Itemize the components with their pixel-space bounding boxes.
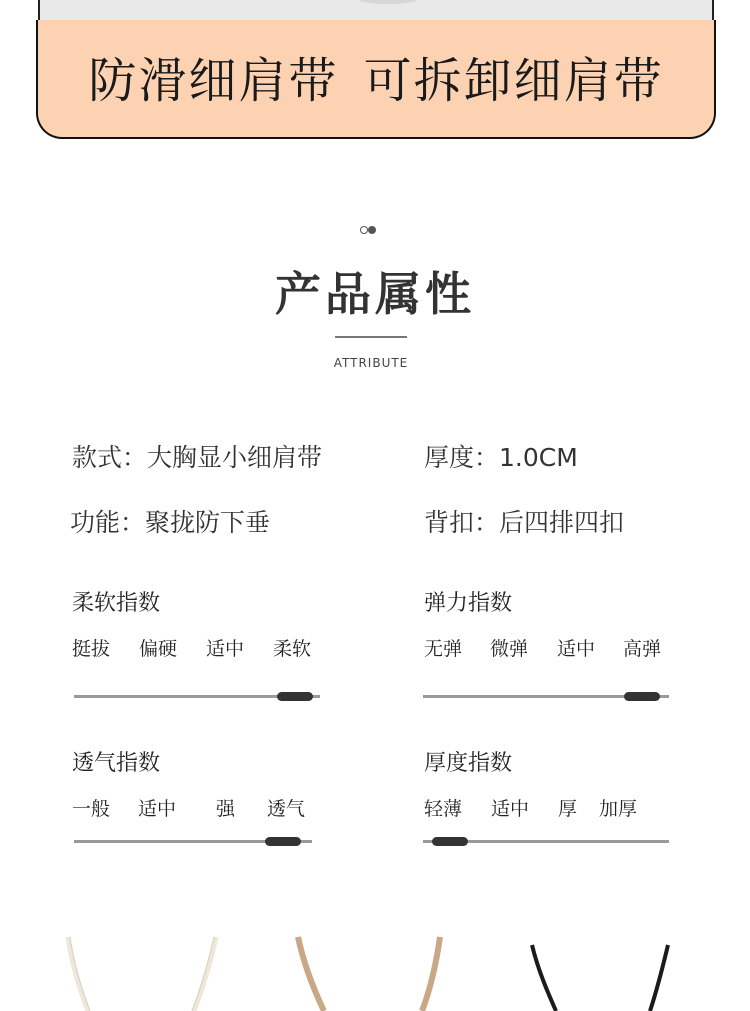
thickness-indicator (432, 837, 468, 846)
thickness-label: 适中 (491, 798, 530, 820)
section-title: 产品属性 (275, 267, 475, 321)
softness-title: 柔软指数 (72, 591, 161, 616)
banner-text: 防滑细肩带 可拆卸细肩带 (88, 53, 664, 109)
dot-outline (360, 226, 368, 234)
strap-image-beige (290, 935, 460, 1011)
elasticity-label: 微弹 (490, 638, 529, 660)
softness-label: 适中 (206, 638, 245, 660)
softness-indicator (277, 692, 313, 701)
thickness-label: 轻薄 (424, 798, 463, 820)
photo-highlight (358, 0, 418, 4)
strap-image-black (520, 935, 690, 1011)
elasticity-label: 高弹 (623, 638, 662, 660)
softness-label: 偏硬 (139, 638, 178, 660)
breathability-title: 透气指数 (72, 751, 161, 776)
elasticity-indicator (624, 692, 660, 701)
thickness-title: 厚度指数 (424, 751, 513, 776)
section-subtitle: ATTRIBUTE (333, 356, 409, 370)
breathability-label: 一般 (72, 798, 111, 820)
product-photo-edge (38, 0, 714, 20)
attribute-thickness: 厚度：1.0CM (424, 443, 578, 472)
breathability-label: 适中 (138, 798, 177, 820)
elasticity-label: 无弹 (424, 638, 463, 660)
breathability-label: 强 (216, 798, 236, 820)
attribute-function: 功能：聚拢防下垂 (70, 508, 271, 537)
strap-image-ivory (56, 935, 236, 1011)
softness-label: 挺拔 (72, 638, 111, 660)
attribute-style: 款式：大胸显小细肩带 (72, 443, 323, 472)
thickness-label: 加厚 (599, 798, 638, 820)
dot-filled (368, 226, 376, 234)
title-divider (335, 336, 407, 338)
breathability-indicator (265, 837, 301, 846)
decorative-dots-icon (359, 225, 379, 235)
feature-banner (36, 20, 716, 139)
softness-label: 柔软 (273, 638, 312, 660)
breathability-label: 透气 (267, 798, 306, 820)
thickness-label: 厚 (558, 798, 578, 820)
elasticity-title: 弹力指数 (424, 591, 513, 616)
attribute-clasp: 背扣：后四排四扣 (424, 508, 625, 537)
elasticity-label: 适中 (557, 638, 596, 660)
